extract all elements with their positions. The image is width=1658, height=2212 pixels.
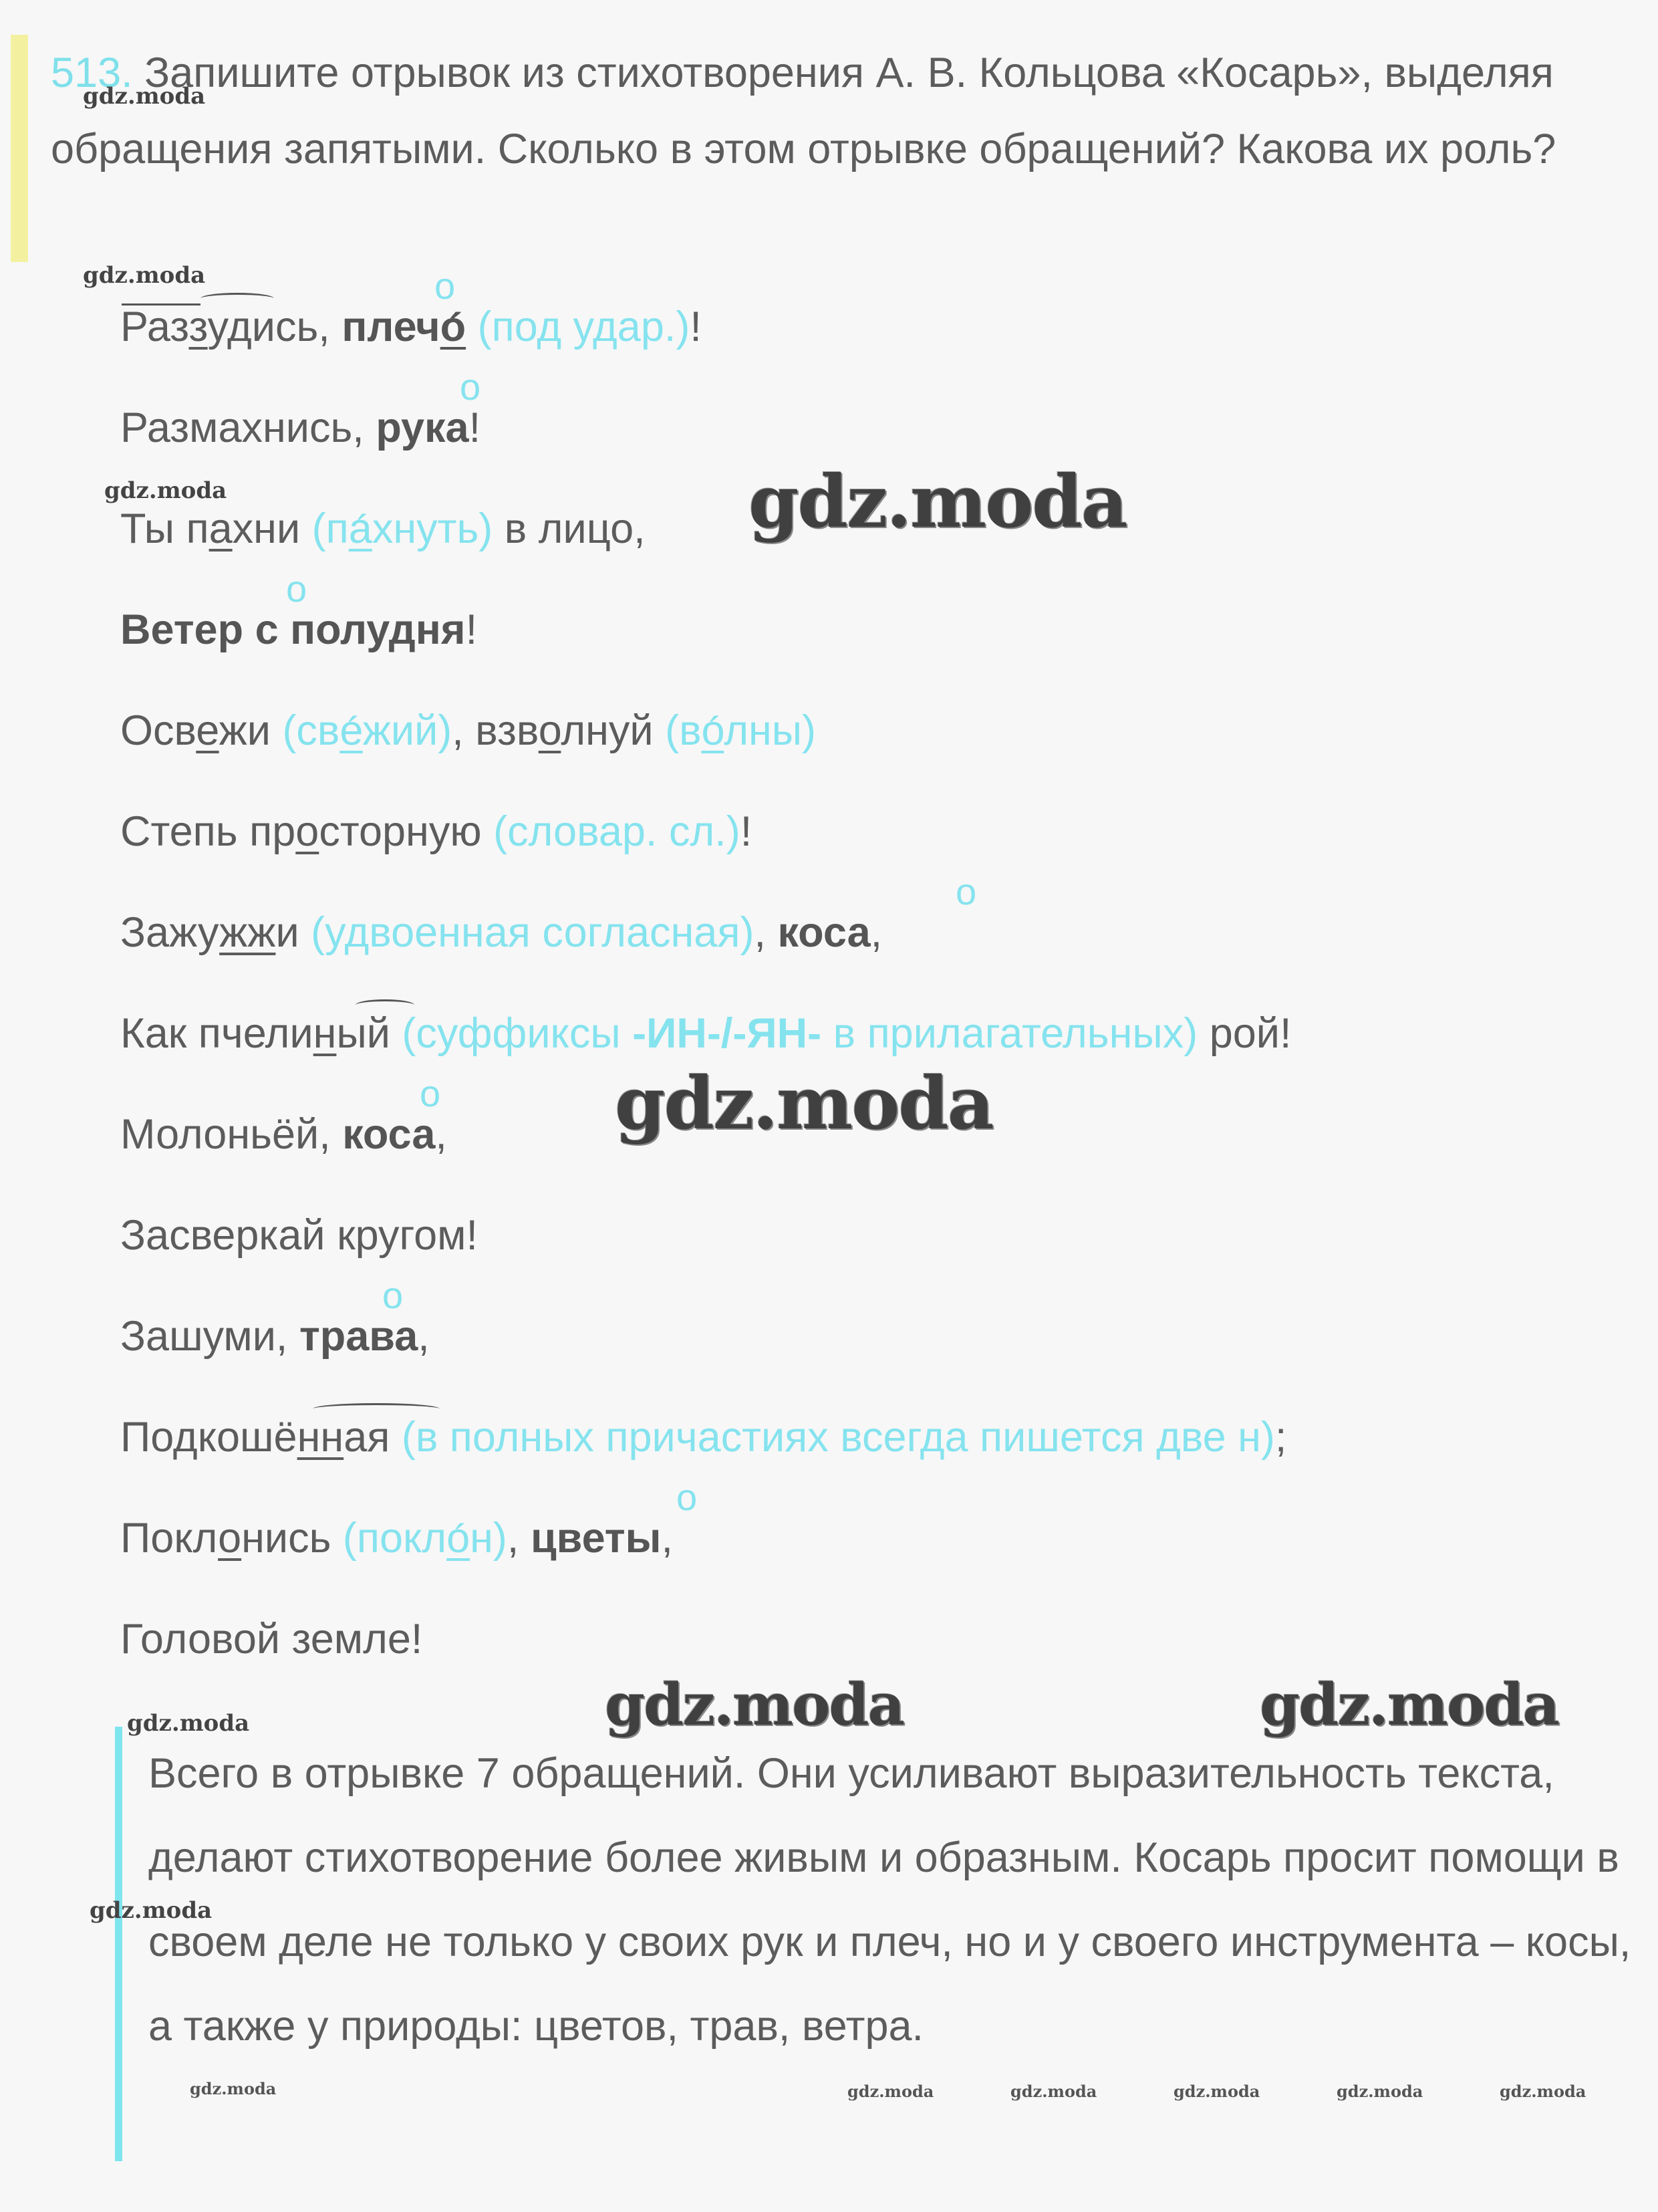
watermark: gdz.moda (605, 1671, 904, 1739)
word-part: , взв (452, 707, 539, 754)
word-part: , (435, 1111, 447, 1158)
poem-line (120, 792, 1624, 893)
poem-line (120, 1196, 1624, 1297)
watermark: gdz.moda (1337, 2082, 1423, 2101)
note: ´ а (349, 505, 372, 552)
word-part: , (754, 909, 778, 956)
note: хнуть) (372, 505, 493, 552)
word-part: жж (219, 909, 276, 956)
watermark: gdz.moda (1500, 2082, 1586, 2101)
watermark: gdz.moda (190, 2079, 277, 2098)
word-part: ая (343, 1414, 402, 1461)
word-part: ! (465, 606, 478, 653)
address-word: цветы (530, 1515, 662, 1562)
address-word: коса (777, 909, 871, 956)
word-part: ! (690, 303, 702, 350)
address-word (341, 303, 466, 350)
stress-mark: о (286, 568, 307, 610)
note: ´ о (702, 707, 724, 754)
word-part: плеч (341, 303, 440, 350)
word-part: з (188, 303, 208, 350)
stress-mark: о (676, 1476, 698, 1518)
word-part: Покл (120, 1515, 219, 1562)
word-part: е (196, 707, 219, 754)
word-part: Подкошё (120, 1414, 297, 1461)
word-part: Осв (120, 707, 196, 754)
word-part: и (275, 909, 311, 956)
note: ´ е (339, 707, 362, 754)
watermark: gdz.moda (83, 83, 206, 110)
poem-line (120, 870, 1624, 994)
address-word: рука (376, 404, 469, 451)
word-part: в лицо, (493, 505, 646, 552)
word-part: Зажу (120, 909, 220, 956)
word-part: о (295, 808, 319, 855)
stress-mark: о (956, 870, 977, 912)
note: (св (282, 707, 340, 754)
word-part: ´ о (440, 303, 466, 350)
note: в прилагательных) (821, 1010, 1198, 1057)
watermark: gdz.moda (90, 1897, 213, 1924)
stress-mark: о (382, 1274, 404, 1316)
watermark: gdz.moda (615, 1062, 993, 1146)
word-part: , (661, 1515, 673, 1562)
word-part: , (418, 1313, 430, 1360)
word-part: Зашуми, (120, 1313, 299, 1360)
word-part: , (507, 1515, 531, 1562)
note: (покл (342, 1515, 447, 1562)
note: (суффиксы (402, 1010, 633, 1057)
note: н) (470, 1515, 507, 1562)
word-part: Головой земле! (120, 1616, 423, 1663)
word-part: Ты п (120, 505, 209, 552)
watermark: gdz.moda (83, 262, 206, 289)
watermark: gdz.moda (127, 1710, 250, 1737)
watermark: gdz.moda (1010, 2082, 1097, 2101)
task-number: 513. (51, 49, 133, 96)
poem-line (120, 1274, 1624, 1398)
task-statement (51, 35, 1601, 187)
poem-line (120, 1476, 1624, 1600)
word-part: , (870, 909, 883, 956)
watermark: gdz.moda (748, 460, 1127, 544)
word-part: Засверкай кругом! (120, 1212, 478, 1259)
suffix-mark (356, 999, 414, 1011)
word-part: ! (740, 808, 752, 855)
note: (п (311, 505, 349, 552)
suffix-mark (313, 1403, 440, 1415)
task-highlight-bar (11, 35, 28, 262)
address-word: Ветер с полудня (120, 606, 466, 653)
note: жий) (362, 707, 452, 754)
word-part: удись, (207, 303, 342, 350)
word-part: Размахнись, (120, 404, 376, 451)
word-part: Молоньёй, (120, 1111, 343, 1158)
word-part: лнуй (561, 707, 666, 754)
note: (словар. сл.) (493, 808, 740, 855)
word-part: о (538, 707, 561, 754)
word-part: ! (468, 404, 481, 451)
watermark: gdz.moda (104, 477, 227, 504)
note: (в полных причастиях всегда пишется две н) (401, 1414, 1275, 1461)
note: (удвоенная согласная) (311, 909, 754, 956)
word-part: рой! (1198, 1010, 1292, 1057)
poem-line (120, 568, 1624, 691)
word-part: нись (241, 1515, 343, 1562)
word-part: нн (297, 1414, 344, 1461)
root-mark (200, 293, 274, 304)
word-part: Степь пр (120, 808, 296, 855)
watermark: gdz.moda (1173, 2082, 1260, 2101)
word-part: Раз (120, 303, 189, 350)
prefix-mark (122, 303, 200, 305)
word-part: ый (336, 1010, 402, 1057)
note: лны) (724, 707, 817, 754)
watermark: gdz.moda (847, 2082, 934, 2101)
address-word: трава (299, 1313, 418, 1360)
word-part: ; (1274, 1414, 1287, 1461)
word-part: жи (219, 707, 283, 754)
note: -ИН-/-ЯН- (632, 1010, 822, 1057)
word-part: хни (232, 505, 312, 552)
address-word: коса (342, 1111, 436, 1158)
note: ´ о (446, 1515, 470, 1562)
note: (под удар.) (466, 303, 690, 350)
poem-line (120, 1398, 1624, 1499)
word-part: о (218, 1515, 242, 1562)
poem-line (120, 691, 1624, 792)
stress-mark: о (434, 265, 456, 307)
stress-mark: о (460, 366, 481, 408)
stress-mark: о (420, 1072, 441, 1114)
word-part: а (209, 505, 233, 552)
task-text: Запишите отрывок из стихотворения А. В. Кольцова «Косарь», выделяя обращения запятыми. Сколько в этом отрывке обращений? Какова их роль? (51, 49, 1556, 172)
answer-text: Всего в отрывке 7 обращений. Они усиливают выразительность текста, делают стихотворение более живым и образным. Косарь просит помощи в своем деле не только у своих рук и плеч, но и у своего инструмента – косы, а также у природы: цветов, трав, ветра. (148, 1750, 1631, 2050)
note: (в (665, 707, 702, 754)
word-part: н (313, 1010, 337, 1057)
watermark: gdz.moda (1260, 1671, 1559, 1739)
word-part: Как пчели (120, 1010, 313, 1057)
answer-bar (115, 1727, 122, 2161)
word-part: сторную (319, 808, 494, 855)
